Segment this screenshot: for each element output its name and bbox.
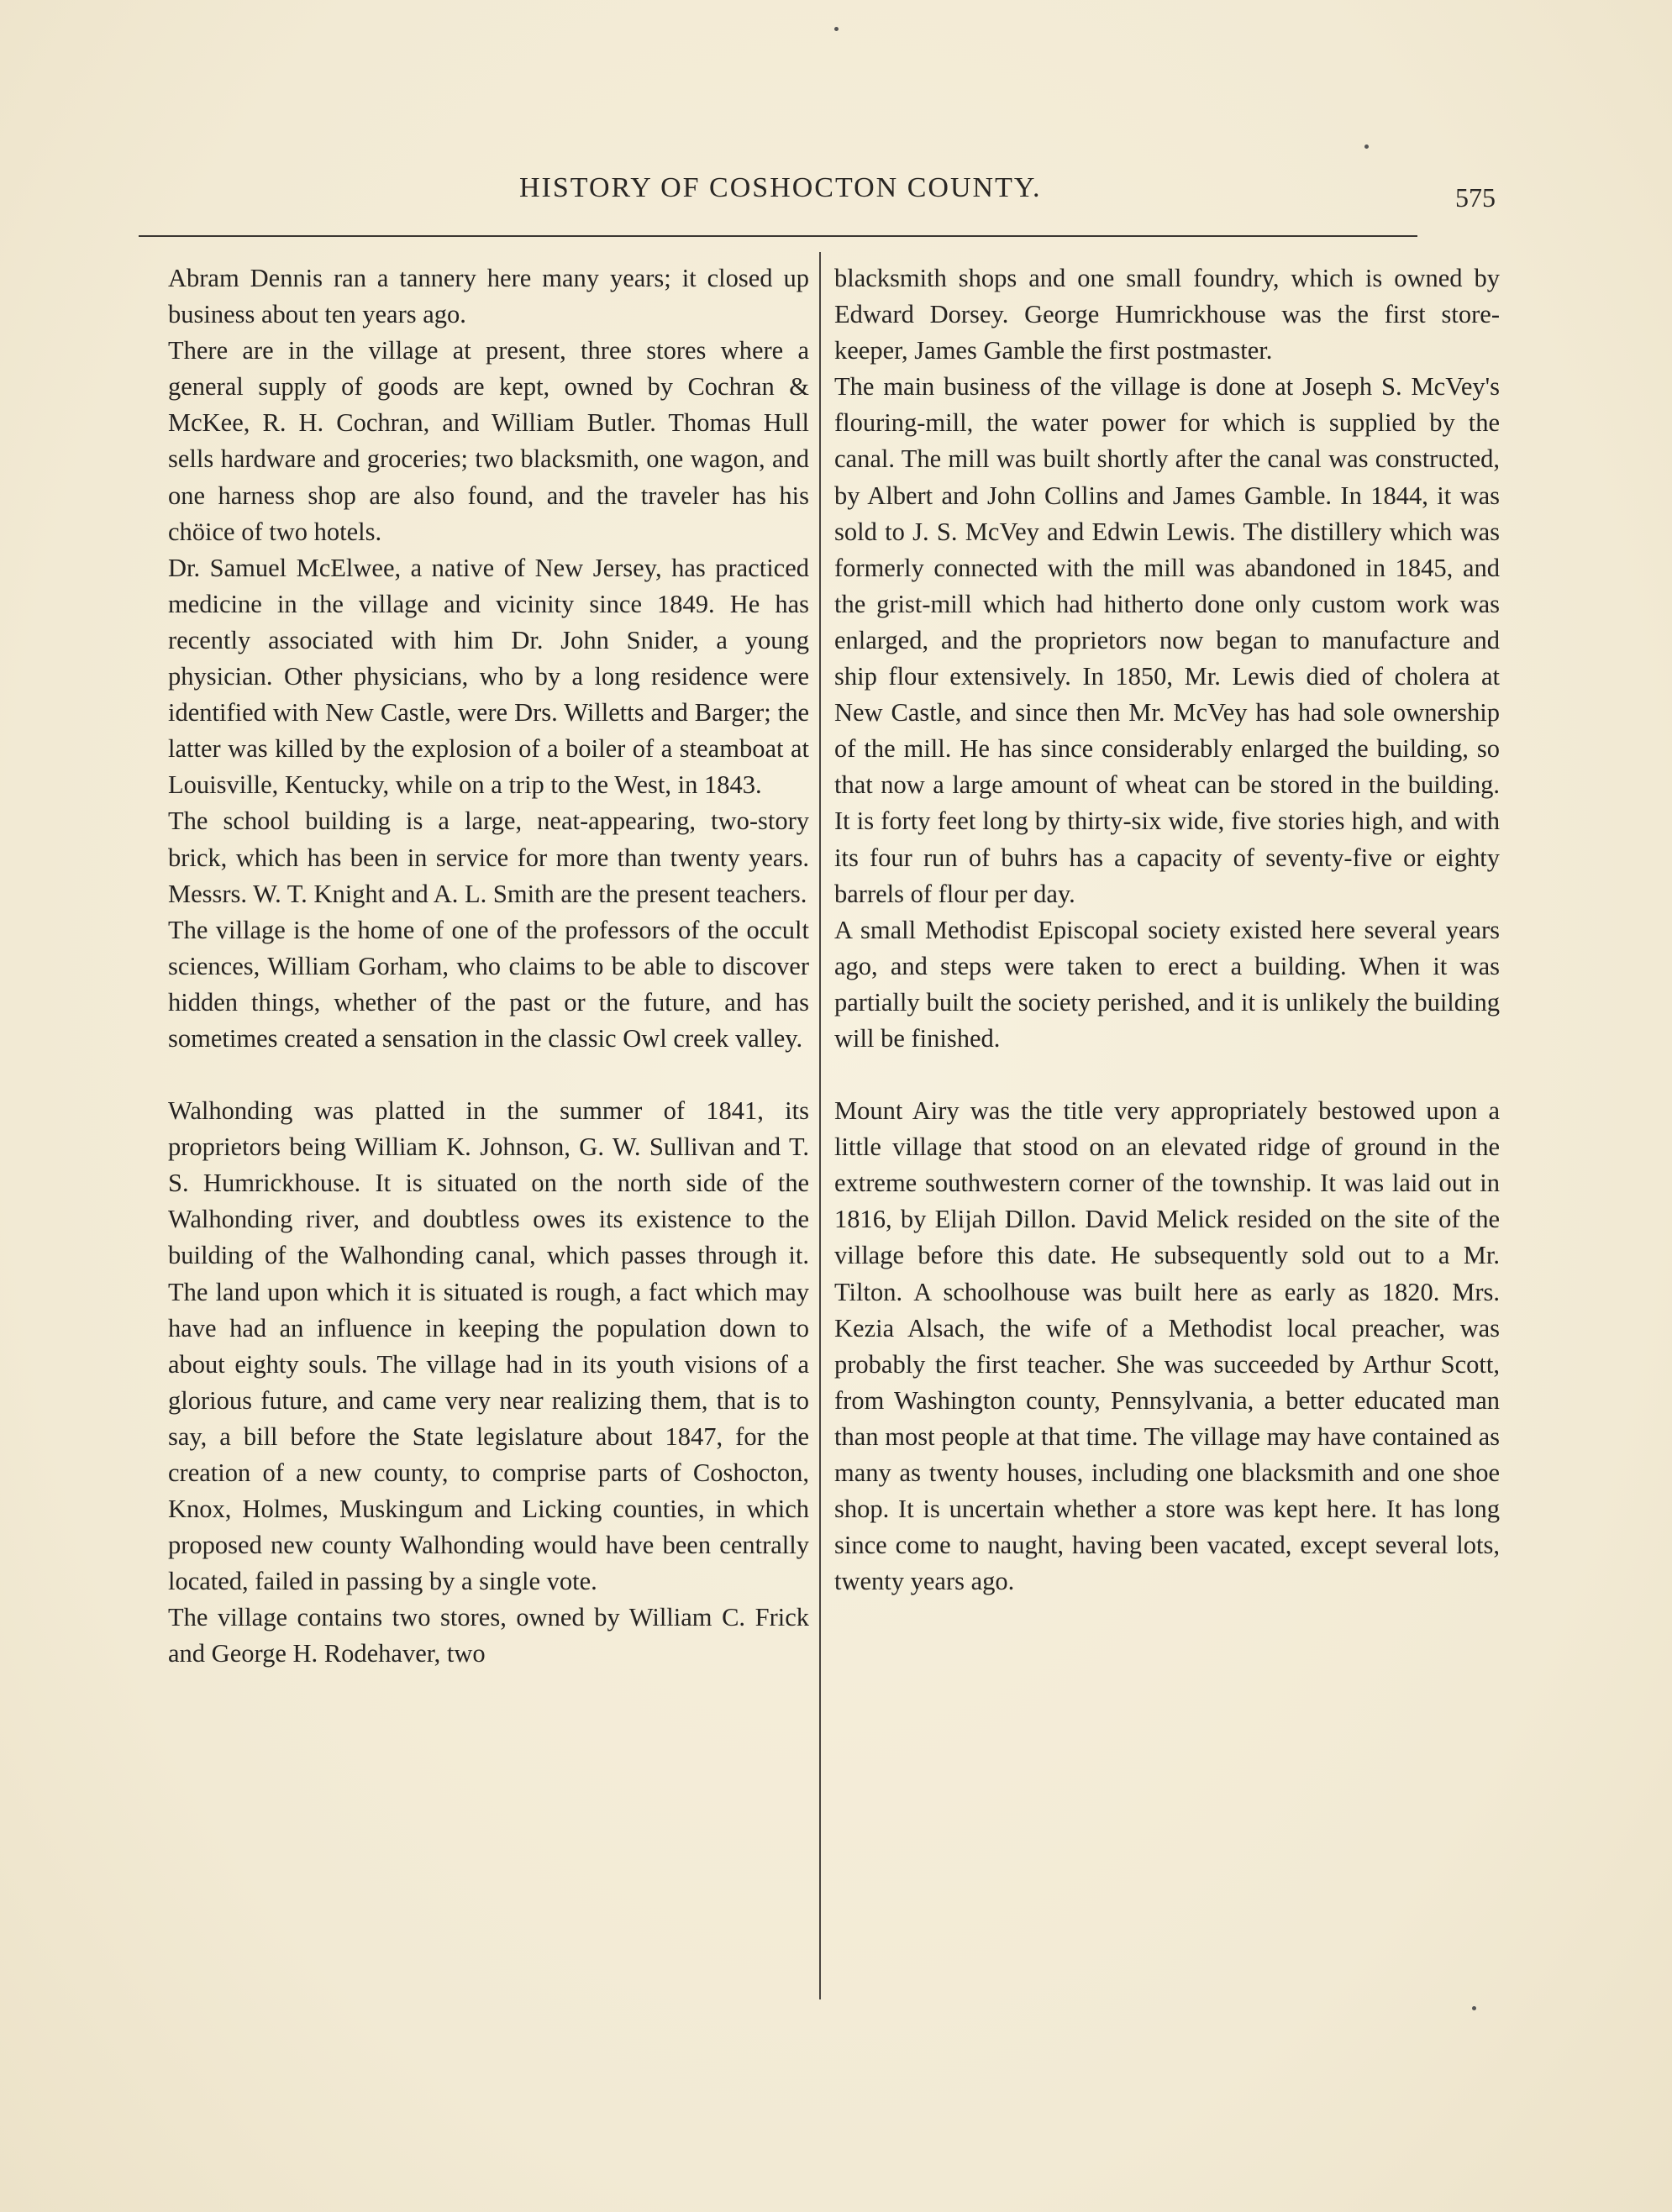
column-divider bbox=[819, 252, 821, 1999]
paragraph-tannery: Abram Dennis ran a tannery here many years; it closed up business about ten years ago. bbox=[168, 264, 809, 329]
running-head-title: HISTORY OF COSHOCTON COUNTY. bbox=[519, 172, 1042, 203]
print-speck bbox=[1364, 144, 1369, 149]
print-speck bbox=[1472, 2006, 1476, 2010]
paragraph-mill: The main business of the village is done at Joseph S. McVey's flouring-mill, the water power for which is supplied by the canal. The mill was built shortly after the canal was constructed, by Albert and John Collins and James Gamble. In 1844, it was sold to J. S. McVey and Edwin Lewis. The distillery which was formerly connected with the mill was abandoned in 1845, and the grist-mill which had hitherto done only custom work was enlarged, and the proprietors now began to manufacture and ship flour extensively. In 1850, Mr. Lewis died of cholera at New Castle, and since then Mr. McVey has had sole ownership of the mill. He has since considerably enlarged the building, so that now a large amount of wheat can be stored in the building. It is forty feet long by thirty-six wide, five stories high, and with its four run of buhrs has a capacity of seventy-five or eighty barrels of flour per day. bbox=[834, 372, 1500, 908]
header-rule bbox=[139, 235, 1417, 237]
paragraph-occult: The village is the home of one of the professors of the occult sciences, William Gorham, who claims to be able to discover hidden things, whether of the past or the future, and has sometimes created a sensation in the classic Owl creek valley. bbox=[168, 915, 809, 1053]
left-column bbox=[168, 260, 809, 1673]
paragraph-school: The school building is a large, neat-appearing, two-story brick, which has been in service for more than twenty years. Messrs. W. T. Knight and A. L. Smith are the present teachers. bbox=[168, 807, 809, 908]
paragraph-blacksmith: blacksmith shops and one small foundry, which is owned by Edward Dorsey. George Humrickhouse was the first store-keeper, James Gamble the first postmaster. bbox=[834, 264, 1500, 365]
paragraph-physicians: Dr. Samuel McElwee, a native of New Jersey, has practiced medicine in the village and vicinity since 1849. He has recently associated with him Dr. John Snider, a young physician. Other physicians, who by a long residence were identified with New Castle, were Drs. Willetts and Barger; the latter was killed by the explosion of a boiler of a steamboat at Louisville, Kentucky, while on a trip to the West, in 1843. bbox=[168, 553, 809, 800]
paragraph-stores: There are in the village at present, three stores where a general supply of goods are kept, owned by Cochran & McKee, R. H. Cochran, and William Butler. Thomas Hull sells hardware and groceries; two blacksmith, one wagon, and one harness shop are also found, and the traveler has his chöice of two hotels. bbox=[168, 336, 809, 546]
paragraph-methodist: A small Methodist Episcopal society existed here several years ago, and steps were taken to erect a building. When it was partially built the society perished, and it is unlikely the building will be finished. bbox=[834, 915, 1500, 1053]
page-number: 575 bbox=[1455, 182, 1496, 213]
paragraph-mount-airy: Mount Airy was the title very appropriately bestowed upon a little village that stood on an elevated ridge of ground in the extreme southwestern corner of the township. It was laid out in 1816, by Elijah Dillon. David Melick resided on the site of the village before this date. He subsequently sold out to a Mr. Tilton. A schoolhouse was built here as early as 1820. Mrs. Kezia Alsach, the wife of a Methodist local preacher, was probably the first teacher. She was succeeded by Arthur Scott, from Washington county, Pennsylvania, a better educated man than most people at that time. The village may have contained as many as twenty houses, including one blacksmith and one shoe shop. It is uncertain whether a store was kept here. It has long since come to naught, having been vacated, except several lots, twenty years ago. bbox=[834, 1096, 1500, 1596]
right-column bbox=[834, 260, 1500, 1600]
print-speck bbox=[834, 27, 839, 31]
paragraph-walhonding: Walhonding was platted in the summer of 1841, its proprietors being William K. Johnson, G. W. Sullivan and T. S. Humrickhouse. It is situated on the north side of the Walhonding river, and doubtless owes its existence to the building of the Walhonding canal, which passes through it. The land upon which it is situated is rough, a fact which may have had an influence in keeping the population down to about eighty souls. The village had in its youth visions of a glorious future, and came very near realizing them, that is to say, a bill before the State legislature about 1847, for the creation of a new county, to comprise parts of Coshocton, Knox, Holmes, Muskingum and Licking counties, in which proposed new county Walhonding would have been centrally located, failed in passing by a single vote. bbox=[168, 1096, 809, 1596]
paragraph-village-stores: The village contains two stores, owned by William C. Frick and George H. Rodehaver, two bbox=[168, 1603, 809, 1668]
